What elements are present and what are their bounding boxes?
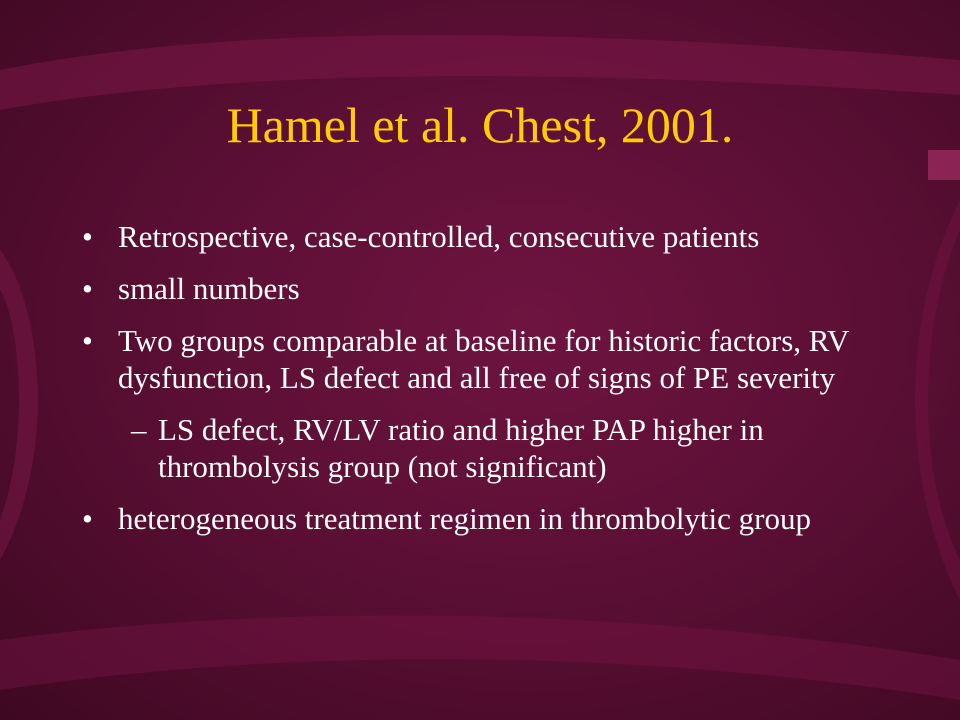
bullet-item <box>82 322 882 396</box>
swoosh-left <box>0 250 38 560</box>
bullet-list <box>82 218 882 552</box>
bullet-text: Two groups comparable at baseline for historic factors, RV dysfunction, LS defect and all free of signs of PE severity <box>118 323 849 395</box>
sub-bullet-text: LS defect, RV/LV ratio and higher PAP higher in thrombolysis group (not significant) <box>158 412 764 484</box>
bullet-text: Retrospective, case-controlled, consecutive patients <box>118 219 760 254</box>
bullet-item <box>82 270 882 307</box>
bullet-marker: • <box>82 323 93 358</box>
bullet-marker: • <box>82 219 93 254</box>
bullet-marker: • <box>82 501 93 536</box>
sub-bullet-marker: – <box>131 412 147 447</box>
sub-bullet-item <box>82 411 882 485</box>
swoosh-bottom <box>0 615 960 700</box>
bullet-text: small numbers <box>118 271 300 306</box>
bullet-marker: • <box>82 271 93 306</box>
slide-title: Hamel et al. Chest, 2001. <box>226 97 734 153</box>
bullet-item <box>82 218 882 255</box>
bullet-text: heterogeneous treatment regimen in thrombolytic group <box>118 501 811 536</box>
swoosh-right <box>915 200 960 600</box>
bullet-item <box>82 500 882 537</box>
